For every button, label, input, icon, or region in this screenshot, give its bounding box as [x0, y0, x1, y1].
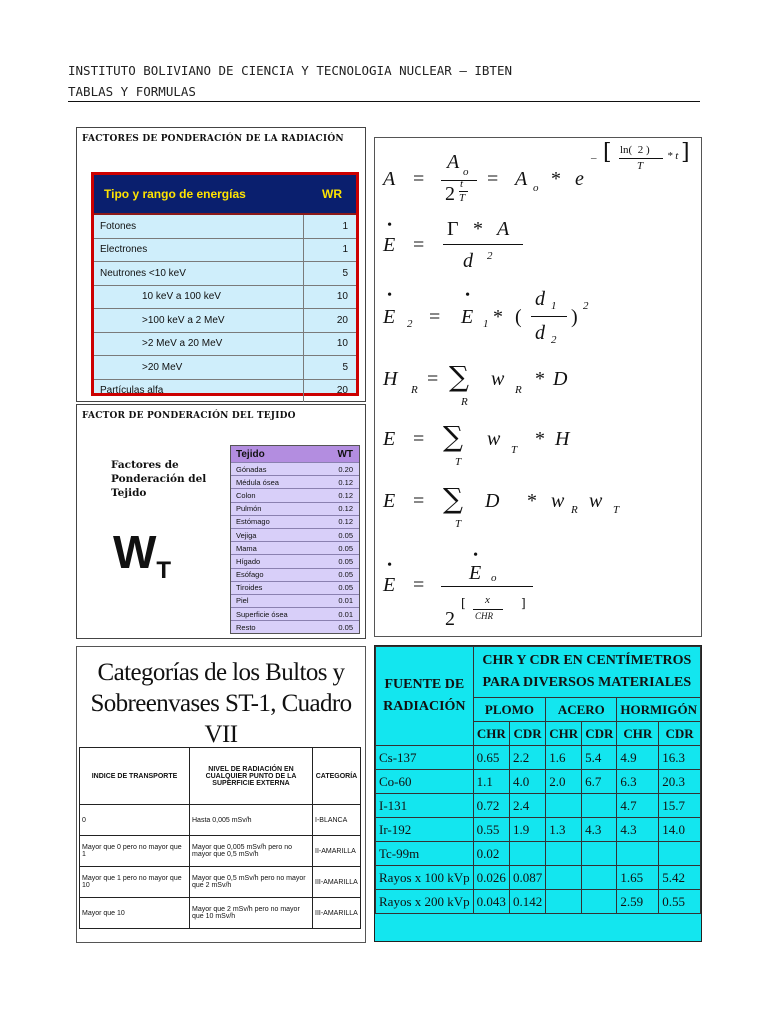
- hvl-value: [509, 842, 545, 866]
- tissue-name: Vejiga: [236, 530, 257, 540]
- category-row: [80, 867, 361, 898]
- hvl-value: 15.7: [659, 794, 701, 818]
- tissue-name: Piel: [236, 596, 249, 606]
- hvl-value: 6.7: [582, 770, 617, 794]
- tissue-weight: 0.05: [338, 570, 353, 580]
- tissue-weighting-title: FACTOR DE PONDERACIÓN DEL TEJIDO: [82, 411, 296, 421]
- hvl-title-line: PARA DIVERSOS MATERIALES: [482, 675, 692, 690]
- radiation-weight: 10: [336, 338, 348, 350]
- hvl-value: 1.65: [617, 866, 659, 890]
- hvl-source: I-131: [376, 794, 474, 818]
- categories-title: [77, 657, 365, 750]
- hvl-value: 2.2: [509, 746, 545, 770]
- tissue-weight: 0.12: [338, 517, 353, 527]
- hvl-value: [582, 794, 617, 818]
- hvl-source: Rayos x 100 kVp: [376, 866, 474, 890]
- radiation-type: >20 MeV: [94, 356, 304, 379]
- material-header-concrete: HORMIGÓN: [617, 698, 701, 722]
- tissue-row: [231, 620, 359, 633]
- category-cell-level: Hasta 0,005 mSv/h: [190, 805, 313, 836]
- radiation-row: [94, 215, 356, 239]
- package-categories-panel: [76, 646, 366, 943]
- hvl-value: [659, 842, 701, 866]
- tissue-name: Tiroides: [236, 583, 263, 593]
- tissue-row: [231, 528, 359, 541]
- hvl-value: 0.55: [473, 818, 509, 842]
- source-column-header: FUENTE DE RADIACIÓN: [376, 647, 474, 746]
- tissue-name: Mama: [236, 543, 257, 553]
- hvl-row: [376, 818, 701, 842]
- hvl-subheader: CHR: [617, 722, 659, 746]
- hvl-value: [617, 842, 659, 866]
- tissue-row: [231, 462, 359, 475]
- tissue-name: Colon: [236, 490, 256, 500]
- radiation-weighting-title: FACTORES DE PONDERACIÓN DE LA RADIACIÓN: [82, 134, 344, 144]
- radiation-weight: 5: [342, 361, 348, 373]
- hvl-source: Ir-192: [376, 818, 474, 842]
- hvl-value: 1.6: [546, 746, 582, 770]
- categories-table: [79, 747, 361, 929]
- hvl-value: 4.3: [582, 818, 617, 842]
- radiation-weighting-panel: [76, 127, 366, 402]
- category-cell-ti: Mayor que 10: [80, 898, 190, 929]
- hvl-value: 4.9: [617, 746, 659, 770]
- hvl-value: 0.72: [473, 794, 509, 818]
- hvl-source: Co-60: [376, 770, 474, 794]
- category-row: [80, 836, 361, 867]
- hvl-subheader: CDR: [582, 722, 617, 746]
- hvl-value: 5.42: [659, 866, 701, 890]
- hvl-value: 2.0: [546, 770, 582, 794]
- hvl-value: 0.142: [509, 890, 545, 914]
- formulas-panel: A = A o 2 t T = A o * e – [ ln( 2 ) T * t ] • E = Γ * A d 2 • E 2 = • E 1 * ( d 1 d 2 ) 2 H R = ∑ R w R * D E = ∑ T w T * H E = ∑ T D * w R w T • E = • E o 2 [ x CHR ]: [374, 137, 702, 637]
- hvl-value: 1.1: [473, 770, 509, 794]
- hvl-subheader: CHR: [473, 722, 509, 746]
- tissue-row: [231, 594, 359, 607]
- tissue-row: [231, 568, 359, 581]
- radiation-type: >2 MeV a 20 MeV: [94, 333, 304, 356]
- tissue-subtitle-line: Factores de: [111, 459, 179, 471]
- hvl-value: [582, 842, 617, 866]
- categories-title-line: Sobreenvases ST-1, Cuadro VII: [90, 690, 352, 748]
- hvl-value: 0.026: [473, 866, 509, 890]
- tissue-weight: 0.05: [338, 530, 353, 540]
- tissue-weight: 0.01: [338, 596, 353, 606]
- tissue-header-symbol: WT: [337, 448, 353, 460]
- tissue-subtitle-line: Ponderación del: [111, 473, 207, 485]
- hvl-source: Rayos x 200 kVp: [376, 890, 474, 914]
- header-line-2: TABLAS Y FORMULAS: [68, 84, 196, 99]
- radiation-weight: 1: [342, 244, 348, 256]
- radiation-weight: 20: [336, 314, 348, 326]
- categories-col-header: NIVEL DE RADIACIÓN EN CUALQUIER PUNTO DE LA SUPERFICIE EXTERNA: [190, 748, 313, 805]
- hvl-row: [376, 842, 701, 866]
- radiation-type: Partículas alfa: [94, 380, 304, 403]
- hvl-row: [376, 770, 701, 794]
- radiation-type: >100 keV a 2 MeV: [94, 309, 304, 332]
- tissue-row: [231, 488, 359, 501]
- radiation-header-symbol: WR: [322, 187, 342, 201]
- tissue-header-label: Tejido: [236, 448, 265, 460]
- tissue-row: [231, 581, 359, 594]
- hvl-table-title: [473, 647, 700, 698]
- hvl-tvl-table: [375, 646, 701, 914]
- material-header-steel: ACERO: [546, 698, 617, 722]
- radiation-row: [94, 286, 356, 310]
- tissue-big-symbol: [113, 528, 171, 595]
- radiation-weight: 5: [342, 267, 348, 279]
- header-rule: [68, 101, 700, 102]
- category-cell-cat: III-AMARILLA: [313, 867, 361, 898]
- big-symbol-letter: W: [113, 526, 157, 578]
- hvl-subheader: CDR: [509, 722, 545, 746]
- hvl-row: [376, 794, 701, 818]
- tissue-row: [231, 475, 359, 488]
- hvl-value: 4.0: [509, 770, 545, 794]
- hvl-value: 2.59: [617, 890, 659, 914]
- tissue-name: Médula ósea: [236, 477, 279, 487]
- radiation-type: Fotones: [94, 215, 304, 238]
- tissue-weight: 0.05: [338, 543, 353, 553]
- header-line-1: INSTITUTO BOLIVIANO DE CIENCIA Y TECNOLOGIA NUCLEAR – IBTEN: [68, 63, 513, 78]
- hvl-subheader: CHR: [546, 722, 582, 746]
- hvl-source: Tc-99m: [376, 842, 474, 866]
- hvl-value: 0.043: [473, 890, 509, 914]
- radiation-row: [94, 262, 356, 286]
- tissue-weight: 0.12: [338, 477, 353, 487]
- tissue-row: [231, 502, 359, 515]
- radiation-weight: 20: [336, 385, 348, 397]
- hvl-value: 2.4: [509, 794, 545, 818]
- category-cell-level: Mayor que 0,5 mSv/h pero no mayor que 2 mSv/h: [190, 867, 313, 898]
- tissue-name: Esófago: [236, 570, 264, 580]
- category-cell-ti: 0: [80, 805, 190, 836]
- hvl-value: 4.7: [617, 794, 659, 818]
- category-cell-level: Mayor que 0,005 mSv/h pero no mayor que 0,5 mSv/h: [190, 836, 313, 867]
- radiation-row: [94, 309, 356, 333]
- document-header: [68, 60, 512, 102]
- tissue-name: Hígado: [236, 556, 261, 566]
- tissue-name: Estómago: [236, 517, 270, 527]
- tissue-subtitle-line: Tejido: [111, 487, 147, 499]
- hvl-source: Cs-137: [376, 746, 474, 770]
- hvl-value: 1.9: [509, 818, 545, 842]
- hvl-value: [582, 866, 617, 890]
- hvl-value: 20.3: [659, 770, 701, 794]
- category-cell-cat: III-AMARILLA: [313, 898, 361, 929]
- radiation-weight: 1: [342, 220, 348, 232]
- radiation-header-label: Tipo y rango de energías: [104, 187, 246, 201]
- tissue-row: [231, 554, 359, 567]
- hvl-value: 0.55: [659, 890, 701, 914]
- tissue-weighting-panel: [76, 404, 366, 639]
- tissue-name: Resto: [236, 622, 256, 632]
- tissue-weight: 0.05: [338, 583, 353, 593]
- hvl-value: 4.3: [617, 818, 659, 842]
- hvl-row: [376, 890, 701, 914]
- hvl-value: [546, 794, 582, 818]
- hvl-value: 14.0: [659, 818, 701, 842]
- categories-col-header: INDICE DE TRANSPORTE: [80, 748, 190, 805]
- categories-col-header: CATEGORÍA: [313, 748, 361, 805]
- hvl-value: 5.4: [582, 746, 617, 770]
- category-cell-level: Mayor que 2 mSv/h pero no mayor que 10 mSv/h: [190, 898, 313, 929]
- tissue-weight: 0.12: [338, 490, 353, 500]
- radiation-type: Neutrones <10 keV: [94, 262, 304, 285]
- tissue-name: Pulmón: [236, 504, 262, 514]
- hvl-value: [582, 890, 617, 914]
- tissue-weighting-table: [230, 445, 360, 634]
- tissue-row: [231, 515, 359, 528]
- radiation-row: [94, 239, 356, 263]
- tissue-name: Superficie ósea: [236, 609, 288, 619]
- category-cell-cat: II-AMARILLA: [313, 836, 361, 867]
- tissue-weight: 0.05: [338, 622, 353, 632]
- hvl-row: [376, 746, 701, 770]
- tissue-weight: 0.12: [338, 504, 353, 514]
- radiation-row: [94, 380, 356, 403]
- radiation-table-header: [94, 175, 356, 215]
- tissue-subtitle: [111, 458, 206, 500]
- radiation-row: [94, 333, 356, 357]
- hvl-subheader: CDR: [659, 722, 701, 746]
- hvl-value: 16.3: [659, 746, 701, 770]
- tissue-weight: 0.01: [338, 609, 353, 619]
- radiation-type: Electrones: [94, 239, 304, 262]
- tissue-row: [231, 541, 359, 554]
- radiation-weighting-table: [91, 172, 359, 396]
- tissue-weight: 0.05: [338, 556, 353, 566]
- hvl-value: 0.02: [473, 842, 509, 866]
- radiation-weight: 10: [336, 291, 348, 303]
- category-cell-ti: Mayor que 0 pero no mayor que 1: [80, 836, 190, 867]
- hvl-tvl-panel: [374, 645, 702, 942]
- hvl-row: [376, 866, 701, 890]
- tissue-name: Gónadas: [236, 464, 267, 474]
- categories-title-line: Categorías de los Bultos y: [97, 659, 345, 686]
- category-row: [80, 898, 361, 929]
- radiation-type: 10 keV a 100 keV: [94, 286, 304, 309]
- hvl-value: [546, 842, 582, 866]
- category-cell-cat: I-BLANCA: [313, 805, 361, 836]
- hvl-value: 0.65: [473, 746, 509, 770]
- hvl-value: [546, 866, 582, 890]
- tissue-table-header: [231, 446, 359, 462]
- material-header-lead: PLOMO: [473, 698, 546, 722]
- hvl-value: [546, 890, 582, 914]
- hvl-value: 1.3: [546, 818, 582, 842]
- hvl-title-line: CHR Y CDR EN CENTÍMETROS: [482, 653, 692, 668]
- big-symbol-subscript: T: [156, 557, 172, 585]
- tissue-row: [231, 607, 359, 620]
- radiation-row: [94, 356, 356, 380]
- hvl-value: 0.087: [509, 866, 545, 890]
- hvl-value: 6.3: [617, 770, 659, 794]
- category-cell-ti: Mayor que 1 pero no mayor que 10: [80, 867, 190, 898]
- tissue-weight: 0.20: [338, 464, 353, 474]
- category-row: [80, 805, 361, 836]
